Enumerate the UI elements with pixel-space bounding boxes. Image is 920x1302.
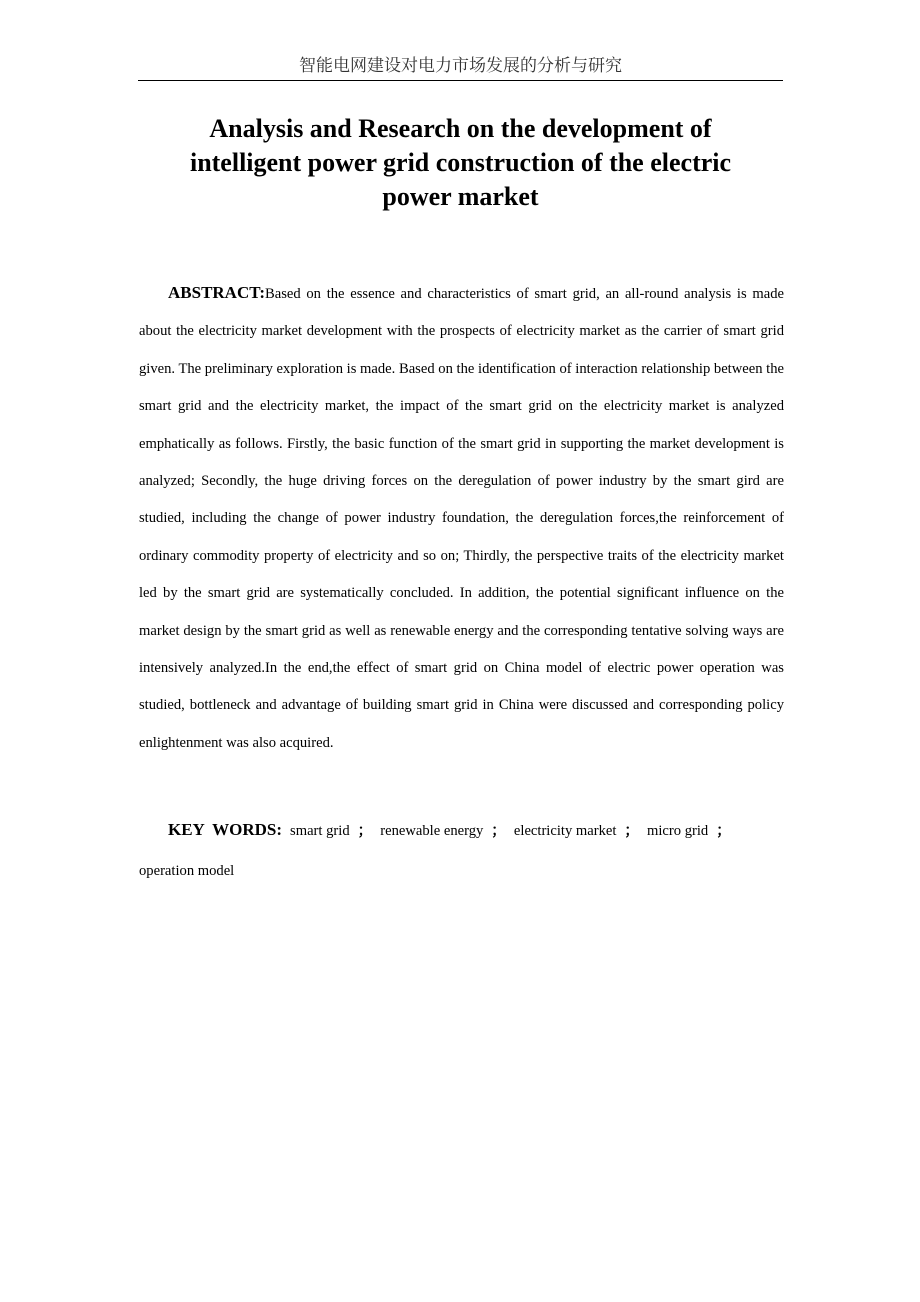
title-line-3: power market	[382, 182, 539, 211]
title-line-1: Analysis and Research on the development of	[209, 114, 712, 143]
keywords-label: KEY WORDS:	[168, 820, 283, 839]
paper-title	[140, 112, 781, 214]
title-line-2: intelligent power grid construction of the electric	[189, 148, 732, 177]
keyword-item: renewable energy	[380, 823, 484, 839]
keyword-item: smart grid	[290, 823, 350, 839]
keyword-separator: ；	[491, 823, 506, 839]
header-rule	[138, 80, 783, 81]
keyword-item: electricity market	[513, 823, 617, 839]
keyword-separator: ；	[357, 823, 373, 839]
keyword-separator: ；	[716, 823, 731, 839]
running-header: 智能电网建设对电力市场发展的分析与研究	[299, 56, 622, 76]
keyword-separator: ；	[624, 823, 640, 839]
abstract-paragraph	[139, 274, 784, 762]
keywords-paragraph	[139, 810, 784, 891]
abstract-text: Based on the essence and characteristics of smart grid, an all-round analysis is made about the electricity market development with the prospects of electricity market as the carrier of smart grid given. The preliminary exploration is made. Based on the identification of interaction relationship between the smart grid and the electricity market, the impact of the smart grid on the electricity market is analyzed emphatically as follows. Firstly, the basic function of the smart grid in supporting the market development is analyzed; Secondly, the huge driving forces on the deregulation of power industry by the smart gird are studied, including the change of power industry foundation, the deregulation forces,the reinforcement of ordinary commodity property of electricity and so on; Thirdly, the perspective traits of the electricity market led by the smart grid are systematically concluded. In addition, the potential significant influence on the market design by the smart grid as well as renewable energy and the corresponding tentative solving ways are intensively analyzed.In the end,the effect of smart grid on China model of electric power operation was studied, bottleneck and advantage of building smart grid in China were discussed and corresponding policy enlightenment was also acquired.	[139, 286, 784, 751]
abstract-label: ABSTRACT:	[168, 283, 265, 302]
keyword-item: operation model	[139, 863, 235, 879]
keyword-item: micro grid	[647, 823, 709, 839]
